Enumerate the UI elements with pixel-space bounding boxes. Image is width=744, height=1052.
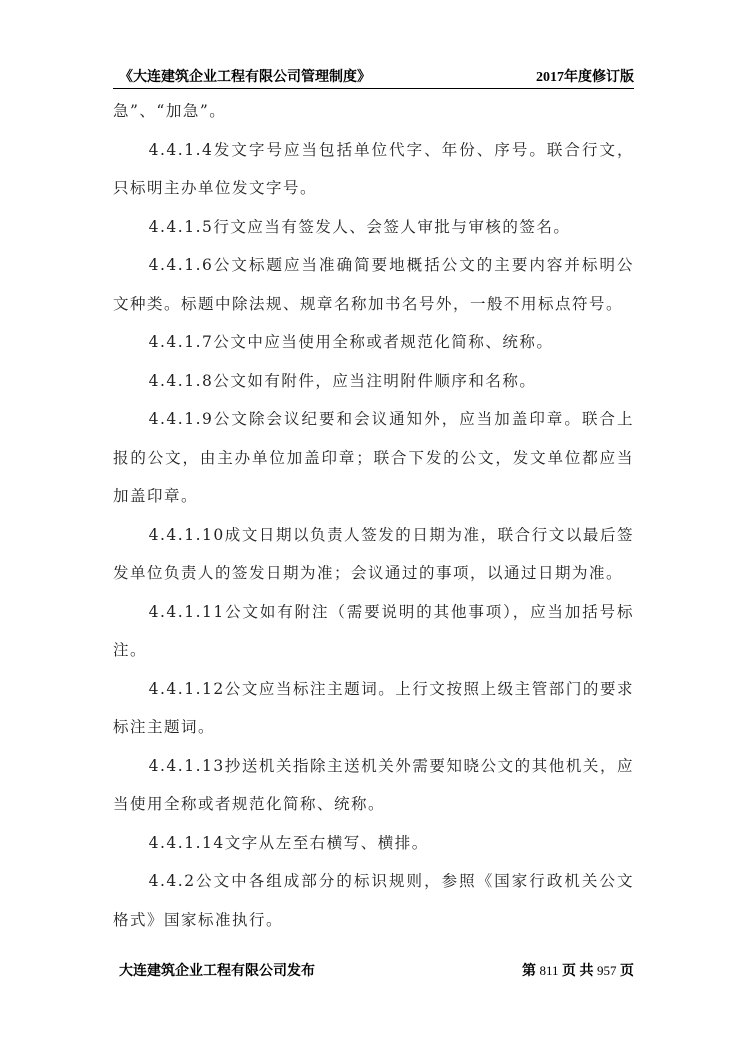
paragraph: 4.4.1.6公文标题应当准确简要地概括公文的主要内容并标明公文种类。标题中除法规、规章名称加书名号外，一般不用标点符号。 xyxy=(113,256,634,313)
footer-publisher: 大连建筑企业工程有限公司发布 xyxy=(119,964,315,979)
document-body xyxy=(113,92,634,939)
paragraph: 4.4.1.12公文应当标注主题词。上行文按照上级主管部门的要求标注主题词。 xyxy=(113,679,634,736)
paragraph: 急”、“加急”。 xyxy=(113,102,227,120)
paragraph: 4.4.1.5行文应当有签发人、会签人审批与审核的签名。 xyxy=(148,217,571,236)
page-suffix: 页 xyxy=(620,964,634,979)
paragraph: 4.4.1.7公文中应当使用全称或者规范化简称、统称。 xyxy=(148,333,554,351)
paragraph: 4.4.1.4发文字号应当包括单位代字、年份、序号。联合行文，只标明主办单位发文字号。 xyxy=(113,140,634,197)
paragraph: 4.4.2公文中各组成部分的标识规则，参照《国家行政机关公文格式》国家标准执行。 xyxy=(113,872,634,929)
header-title: 《大连建筑企业工程有限公司管理制度》 xyxy=(119,70,371,85)
header-edition: 2017年度修订版 xyxy=(536,70,634,85)
page-total: 957 xyxy=(597,963,617,978)
paragraph: 4.4.1.10成文日期以负责人签发的日期为准，联合行文以最后签发单位负责人的签发日期为准；会议通过的事项，以通过日期为准。 xyxy=(113,525,634,582)
paragraph: 4.4.1.8公文如有附件，应当注明附件顺序和名称。 xyxy=(148,371,537,390)
paragraph: 4.4.1.11公文如有附注（需要说明的其他事项），应当加括号标注。 xyxy=(113,602,634,659)
paragraph: 4.4.1.14文字从左至右横写、横排。 xyxy=(148,833,429,852)
paragraph: 4.4.1.13抄送机关指除主送机关外需要知晓公文的其他机关，应当使用全称或者规范化简称、统称。 xyxy=(113,756,634,813)
page-current: 811 xyxy=(539,963,559,978)
page-footer xyxy=(113,960,634,980)
page-header xyxy=(113,62,634,89)
page-mid: 页 共 xyxy=(562,964,594,979)
paragraph: 4.4.1.9公文除会议纪要和会议通知外，应当加盖印章。联合上报的公文，由主办单位加盖印章；联合下发的公文，发文单位都应当加盖印章。 xyxy=(113,410,634,505)
page-prefix: 第 xyxy=(521,964,536,979)
page-number xyxy=(522,960,634,980)
